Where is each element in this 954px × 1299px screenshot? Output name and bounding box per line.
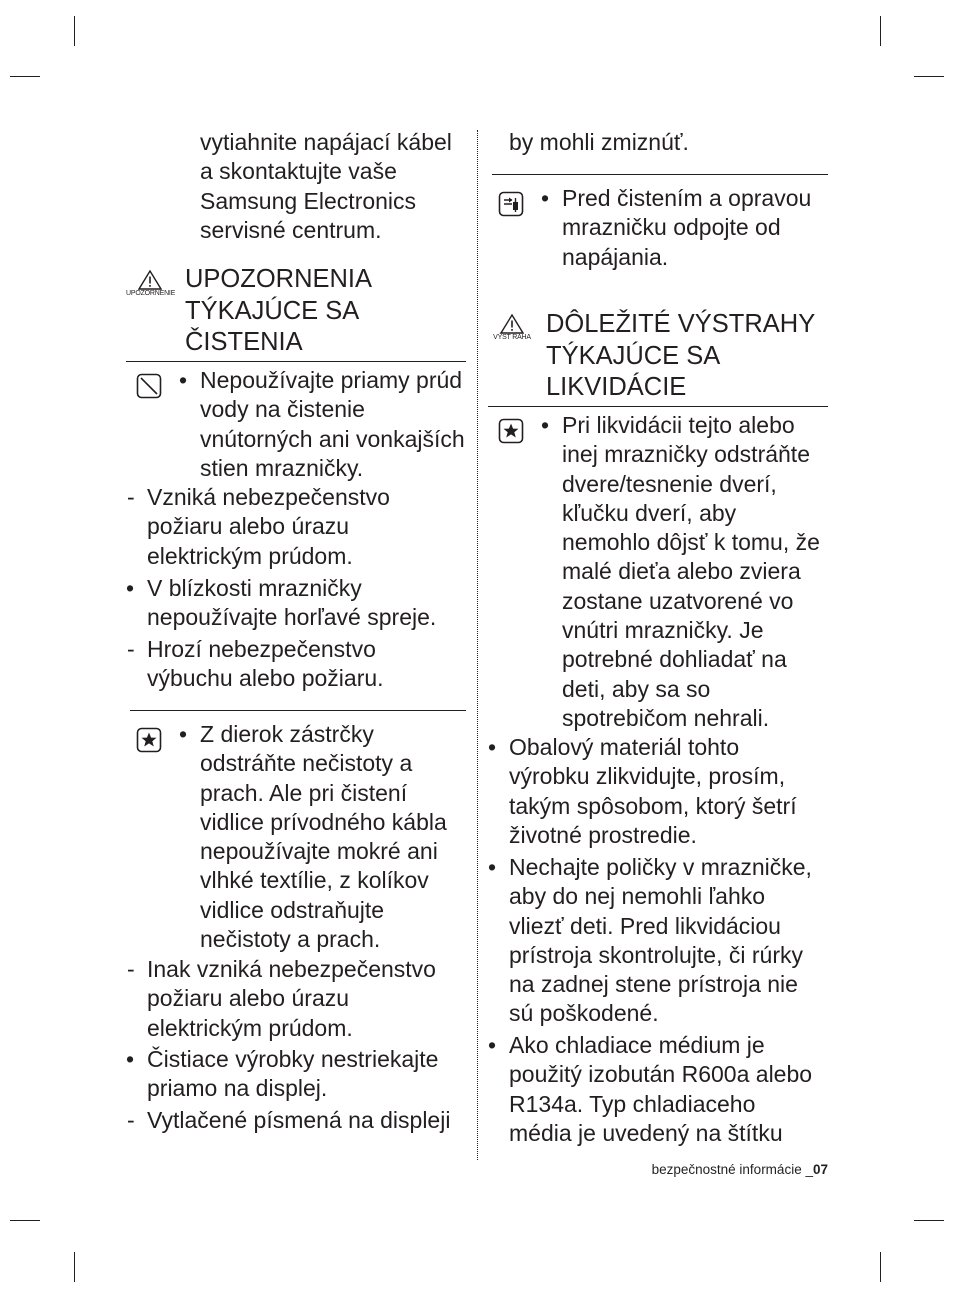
list-item: Pri likvidácii tejto alebo inej mrazničky odstráňte dvere/tesnenie dverí, kľučku dverí, aby nemohlo dôjsť k tomu, že malé dieťa alebo zviera zostane uzatvorené vo vnútri mrazničky. Je potrebné dohliadať na deti, aby sa so spotrebičom nehrali. — [562, 412, 820, 731]
list-item: Z dierok zástrčky odstráňte nečistoty a prach. Ale pri čistení vidlice prívodného kábla nepoužívajte mokré ani vlhké textílie, z kolíkov vidlice odstraňujte nečistoty a prach. — [200, 721, 447, 953]
crop-mark — [914, 76, 944, 77]
dash-marker: - — [127, 956, 135, 982]
bullet-marker: • — [126, 1046, 135, 1072]
unplug-icon — [498, 191, 524, 217]
bullet-marker: • — [126, 575, 135, 601]
list-item: Inak vzniká nebezpečenstvo požiaru alebo úrazu elektrickým prúdom. — [147, 956, 436, 1041]
column-divider — [477, 130, 478, 1160]
list-item: Vytlačené písmená na displeji — [147, 1107, 451, 1133]
list-item: Vzniká nebezpečenstvo požiaru alebo úrazu elektrickým prúdom. — [147, 484, 390, 569]
bullet-marker: • — [488, 1032, 497, 1058]
intro-text: vytiahnite napájací kábel a skontaktujte vaše Samsung Electronics servisné centrum. — [200, 129, 452, 243]
prohibited-icon — [136, 373, 162, 399]
list-item: Čistiace výrobky nestriekajte priamo na displej. — [147, 1046, 439, 1102]
bullet-marker: • — [179, 721, 188, 747]
crop-mark — [74, 16, 75, 46]
warning-badge — [126, 270, 174, 298]
dash-marker: - — [127, 484, 135, 510]
crop-mark — [880, 1252, 881, 1282]
section-rule — [492, 174, 828, 175]
list-item: Ako chladiace médium je použitý izobután R600a alebo R134a. Typ chladiaceho média je uvedený na štítku — [509, 1032, 813, 1146]
important-star-icon — [498, 418, 524, 444]
warning-badge — [488, 314, 536, 342]
list-item: Nechajte poličky v mrazničke, aby do nej nemohli ľahko vliezť deti. Pred likvidáciou prístroja skontrolujte, či rúrky na zadnej stene prístroja nie sú poškodené. — [509, 854, 812, 1027]
bullet-marker: • — [541, 185, 550, 211]
section-rule — [488, 406, 828, 407]
list-item: Obalový materiál tohto výrobku zlikvidujte, prosím, takým spôsobom, ktorý šetrí životné prostredie. — [509, 734, 797, 848]
crop-mark — [880, 16, 881, 46]
bullet-marker: • — [541, 412, 550, 438]
list-item: Nepoužívajte priamy prúd vody na čistenie vnútorných ani vonkajších stien mrazničky. — [200, 367, 465, 481]
dash-marker: - — [127, 636, 135, 662]
bullet-marker: • — [488, 854, 497, 880]
list-item: V blízkosti mrazničky nepoužívajte horľavé spreje. — [147, 575, 437, 631]
bullet-marker: • — [179, 367, 188, 393]
list-item: Pred čistením a opravou mrazničku odpojte od napájania. — [562, 185, 812, 270]
important-star-icon — [136, 727, 162, 753]
warning-triangle-icon — [500, 314, 524, 334]
continued-text: by mohli zmiznúť. — [509, 129, 689, 155]
bullet-marker: • — [488, 734, 497, 760]
section-rule — [126, 361, 466, 362]
section-rule — [130, 710, 466, 711]
footer-text: bezpečnostné informácie _ — [651, 1162, 813, 1177]
section-heading-cleaning: UPOZORNENIA TÝKAJÚCE SA ČISTENIA — [185, 265, 373, 356]
page-number: 07 — [812, 1162, 828, 1177]
warning-label: VÝST RAHA — [493, 334, 531, 341]
section-heading-disposal: DÔLEŽITÉ VÝSTRAHY TÝKAJÚCE SA LIKVIDÁCIE — [546, 310, 816, 401]
warning-label: UPOZORNENIE — [126, 290, 176, 297]
crop-mark — [74, 1252, 75, 1282]
warning-triangle-icon — [138, 270, 162, 290]
page-footer — [652, 1162, 828, 1177]
crop-mark — [10, 1220, 40, 1221]
list-item: Hrozí nebezpečenstvo výbuchu alebo požiaru. — [147, 636, 384, 692]
crop-mark — [10, 76, 40, 77]
dash-marker: - — [127, 1107, 135, 1133]
crop-mark — [914, 1220, 944, 1221]
